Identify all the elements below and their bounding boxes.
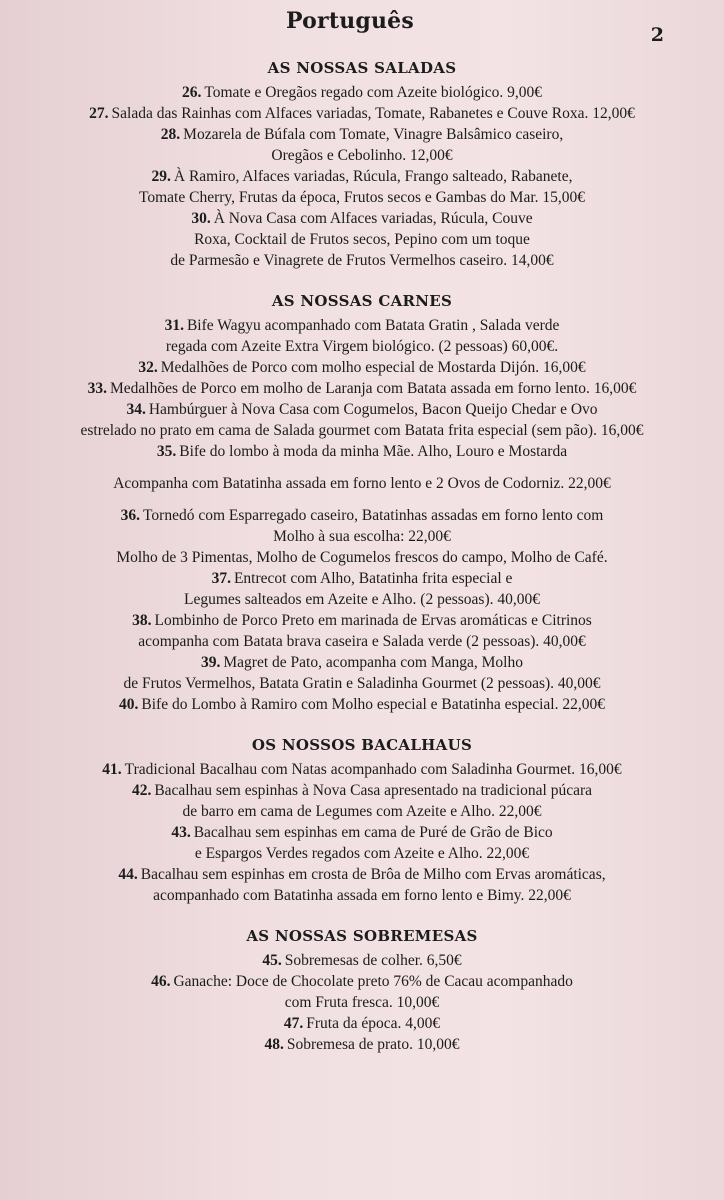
menu-item-line	[0, 780, 724, 801]
menu-item-text: Oregãos e Cebolinho. 12,00€	[271, 147, 453, 164]
menu-item	[0, 505, 724, 568]
menu-item-line	[0, 822, 724, 843]
menu-section	[0, 735, 724, 906]
menu-item-number: 47.	[283, 1015, 304, 1032]
menu-item-number: 48.	[264, 1036, 284, 1053]
menu-item-line	[0, 505, 724, 526]
menu-item-line	[0, 357, 724, 378]
menu-item-text: com Fruta fresca. 10,00€	[284, 994, 440, 1011]
menu-item-text: Magret de Pato, acompanha com Manga, Molho	[223, 654, 523, 671]
menu-item-number: 38.	[132, 612, 152, 629]
menu-item	[0, 1013, 724, 1034]
menu-item-text: Tradicional Bacalhau com Natas acompanhado com Saladinha Gourmet. 16,00€	[124, 761, 622, 778]
menu-item-text: acompanha com Batata brava caseira e Salada verde (2 pessoas). 40,00€	[138, 633, 586, 650]
menu-item	[0, 82, 724, 103]
menu-item	[0, 864, 724, 906]
menu-item	[0, 759, 724, 780]
menu-item	[0, 208, 724, 271]
menu-item	[0, 971, 724, 1013]
menu-item-line	[0, 399, 724, 420]
menu-item-text: Medalhões de Porco em molho de Laranja com Batata assada em forno lento. 16,00€	[109, 380, 637, 397]
menu-item-line	[0, 1013, 724, 1034]
menu-item-text: Acompanha com Batatinha assada em forno lento e 2 Ovos de Codorniz. 22,00€	[113, 475, 611, 492]
menu-item	[0, 124, 724, 166]
section-title: AS NOSSAS CARNES	[271, 292, 453, 310]
menu-item-line	[0, 166, 724, 187]
menu-item-text: Bife do lombo à moda da minha Mãe. Alho, Louro e Mostarda	[179, 443, 568, 460]
menu-item-line	[0, 547, 724, 568]
menu-item-line	[0, 229, 724, 250]
menu-item-text: Mozarela de Búfala com Tomate, Vinagre Balsâmico caseiro,	[183, 126, 564, 143]
menu-item-text: Entrecot com Alho, Batatinha frita especial e	[233, 570, 513, 587]
menu-item-line	[0, 441, 724, 462]
section-title: OS NOSSOS BACALHAUS	[251, 736, 473, 754]
menu-item-text: Molho de 3 Pimentas, Molho de Cogumelos frescos do campo, Molho de Café.	[116, 549, 608, 566]
menu-item-text: Sobremesas de colher. 6,50€	[284, 952, 462, 969]
menu-item	[0, 357, 724, 378]
menu-item-line	[0, 250, 724, 271]
menu-item-line	[0, 1034, 724, 1055]
menu-item-text: Bife do Lombo à Ramiro com Molho especial e Batatinha especial. 22,00€	[141, 696, 605, 713]
menu-item-line	[0, 801, 724, 822]
menu-item-line	[0, 864, 724, 885]
section-gap	[0, 715, 724, 735]
menu-item-text: Bacalhau sem espinhas em cama de Puré de Grão de Bico	[193, 824, 553, 841]
menu-item	[0, 315, 724, 357]
menu-item-text: de Parmesão e Vinagrete de Frutos Vermelhos caseiro. 14,00€	[170, 252, 554, 269]
menu-item-number: 39.	[201, 654, 221, 671]
menu-section	[0, 926, 724, 1055]
menu-item	[0, 378, 724, 399]
menu-item-number: 37.	[211, 570, 231, 587]
menu-content	[0, 58, 724, 1055]
menu-item-text: Medalhões de Porco com molho especial de Mostarda Dijón. 16,00€	[160, 359, 586, 376]
page-number: 2	[650, 24, 664, 46]
menu-item-text: Tomate Cherry, Frutas da época, Frutos secos e Gambas do Mar. 15,00€	[138, 189, 586, 206]
menu-item-line	[0, 82, 724, 103]
section-gap	[0, 906, 724, 926]
menu-item-line	[0, 992, 724, 1013]
menu-item	[0, 610, 724, 652]
menu-item-text: Roxa, Cocktail de Frutos secos, Pepino com um toque	[194, 231, 530, 248]
menu-item-number: 32.	[138, 359, 158, 376]
menu-item	[0, 103, 724, 124]
menu-item	[0, 780, 724, 822]
menu-item-line	[0, 631, 724, 652]
menu-item-line	[0, 526, 724, 547]
menu-item	[0, 1034, 724, 1055]
menu-item-text: Sobremesa de prato. 10,00€	[286, 1036, 460, 1053]
menu-item-text: Tomate e Oregãos regado com Azeite biológico. 9,00€	[204, 84, 543, 101]
menu-item-text: e Espargos Verdes regados com Azeite e Alho. 22,00€	[194, 845, 530, 862]
menu-item-text: de Frutos Vermelhos, Batata Gratin e Saladinha Gourmet (2 pessoas). 40,00€	[123, 675, 601, 692]
menu-item	[0, 568, 724, 610]
menu-item	[0, 652, 724, 694]
menu-item	[0, 822, 724, 864]
menu-item-line	[0, 673, 724, 694]
menu-item-line	[0, 145, 724, 166]
menu-item-line	[0, 473, 724, 494]
menu-item-line	[0, 103, 724, 124]
menu-item-text: Tornedó com Esparregado caseiro, Batatinhas assadas em forno lento com	[143, 507, 604, 524]
menu-section	[0, 58, 724, 271]
menu-item-number: 45.	[262, 952, 282, 969]
menu-item-number: 29.	[151, 168, 171, 185]
menu-item-number: 41.	[102, 761, 122, 778]
menu-item-line	[0, 378, 724, 399]
menu-item-text: Lombinho de Porco Preto em marinada de Ervas aromáticas e Citrinos	[154, 612, 592, 629]
menu-item	[0, 694, 724, 715]
menu-item-text: de barro em cama de Legumes com Azeite e Alho. 22,00€	[182, 803, 542, 820]
menu-item	[0, 399, 724, 441]
menu-item-text: regada com Azeite Extra Virgem biológico. (2 pessoas) 60,00€.	[165, 338, 559, 355]
menu-item-line	[0, 589, 724, 610]
menu-item-text: Bacalhau sem espinhas em crosta de Brôa de Milho com Ervas aromáticas,	[140, 866, 606, 883]
menu-item-line	[0, 610, 724, 631]
menu-item-text: estrelado no prato em cama de Salada gourmet com Batata frita especial (sem pão). 16,00€	[80, 422, 644, 439]
menu-item-number: 33.	[87, 380, 107, 397]
menu-item-number: 27.	[89, 105, 109, 122]
menu-item-text: Legumes salteados em Azeite e Alho. (2 pessoas). 40,00€	[184, 591, 540, 608]
menu-item-line	[0, 950, 724, 971]
menu-item-text: acompanhado com Batatinha assada em forno lento e Bimy. 22,00€	[153, 887, 571, 904]
menu-item	[0, 441, 724, 462]
menu-item-line	[0, 315, 724, 336]
menu-item-line	[0, 843, 724, 864]
menu-item	[0, 950, 724, 971]
menu-item-number: 28.	[160, 126, 181, 143]
menu-item-line	[0, 652, 724, 673]
menu-item-line	[0, 885, 724, 906]
menu-item-number: 40.	[119, 696, 139, 713]
menu-item-text: Molho à sua escolha: 22,00€	[273, 528, 451, 545]
menu-item-number: 42.	[131, 782, 152, 799]
menu-item-text: Bife Wagyu acompanhado com Batata Gratin , Salada verde	[186, 317, 560, 334]
menu-item-text: Hambúrguer à Nova Casa com Cogumelos, Bacon Queijo Chedar e Ovo	[148, 401, 598, 418]
menu-item-line	[0, 759, 724, 780]
menu-item-line	[0, 694, 724, 715]
menu-section	[0, 291, 724, 715]
section-gap	[0, 271, 724, 291]
menu-item-line	[0, 336, 724, 357]
menu-item-line	[0, 568, 724, 589]
menu-item-text: Fruta da época. 4,00€	[306, 1015, 441, 1032]
menu-item-line	[0, 124, 724, 145]
menu-item-number: 34.	[126, 401, 146, 418]
menu-item-line	[0, 420, 724, 441]
menu-item-number: 46.	[151, 973, 171, 990]
menu-item-line	[0, 208, 724, 229]
menu-item-text: À Ramiro, Alfaces variadas, Rúcula, Frango salteado, Rabanete,	[173, 168, 573, 185]
section-title: AS NOSSAS SALADAS	[267, 59, 457, 77]
menu-item	[0, 473, 724, 494]
menu-item-number: 30.	[191, 210, 211, 227]
menu-item-text: Bacalhau sem espinhas à Nova Casa apresentado na tradicional púcara	[154, 782, 593, 799]
menu-item-line	[0, 971, 724, 992]
menu-item-number: 31.	[164, 317, 184, 334]
menu-item-number: 35.	[156, 443, 177, 460]
menu-item-number: 43.	[171, 824, 191, 841]
menu-item-number: 36.	[120, 507, 141, 524]
menu-item-number: 26.	[181, 84, 202, 101]
menu-item	[0, 166, 724, 208]
language-title: Português	[286, 8, 414, 34]
menu-item-number: 44.	[118, 866, 138, 883]
menu-item-text: Ganache: Doce de Chocolate preto 76% de Cacau acompanhado	[173, 973, 573, 990]
menu-item-text: Salada das Rainhas com Alfaces variadas, Tomate, Rabanetes e Couve Roxa. 12,00€	[111, 105, 635, 122]
menu-item-line	[0, 187, 724, 208]
section-title: AS NOSSAS SOBREMESAS	[246, 927, 478, 945]
menu-item-text: À Nova Casa com Alfaces variadas, Rúcula, Couve	[213, 210, 533, 227]
